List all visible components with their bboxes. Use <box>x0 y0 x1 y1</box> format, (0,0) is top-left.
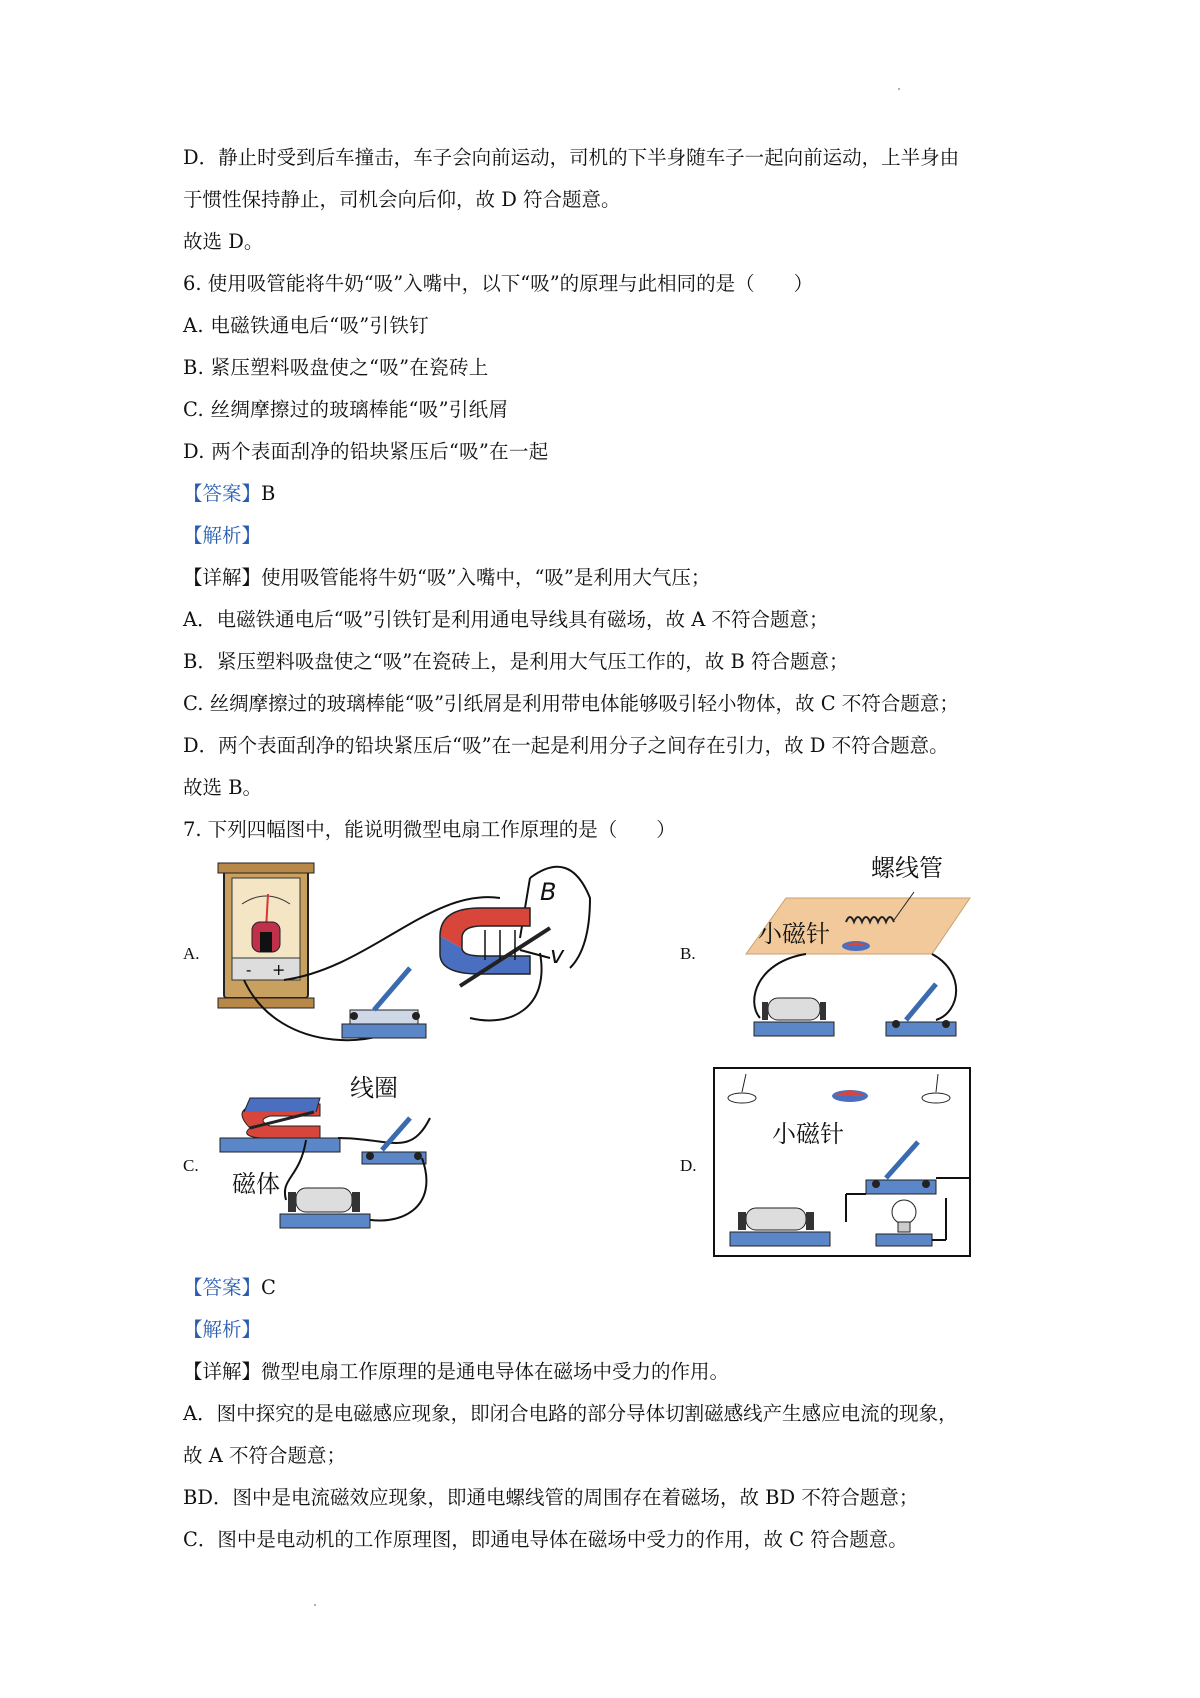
answer-value: C <box>261 1276 276 1299</box>
field-b-label: B <box>540 878 557 906</box>
text-line: 故 A 不符合题意； <box>183 1444 346 1467</box>
coil-label: 线圈 <box>350 1074 398 1102</box>
figure-b <box>706 852 976 1052</box>
answer-line <box>183 480 275 508</box>
option-d: D. 两个表面刮净的铅块紧压后“吸”在一起 <box>183 440 549 463</box>
answer-value: B <box>261 482 276 505</box>
text-line: A．图中探究的是电磁感应现象，即闭合电路的部分导体切割磁感线产生感应电流的现象， <box>183 1402 958 1425</box>
scan-dot <box>898 88 900 90</box>
option-c: C. 丝绸摩擦过的玻璃棒能“吸”引纸屑 <box>183 398 509 421</box>
scan-dot <box>314 1604 316 1606</box>
analysis-tag: 【解析】 <box>183 1318 262 1341</box>
analysis-line <box>183 522 261 550</box>
magnet-label: 磁体 <box>232 1170 280 1198</box>
analysis-tag: 【解析】 <box>183 524 262 547</box>
text-line: D．静止时受到后车撞击，车子会向前运动，司机的下半身随车子一起向前运动，上半身由 <box>183 146 960 169</box>
text-line: BD．图中是电流磁效应现象，即通电螺线管的周围存在着磁场，故 BD 不符合题意； <box>183 1486 919 1509</box>
figure-a-label: A. <box>183 944 200 963</box>
question-6: 6. 使用吸管能将牛奶“吸”入嘴中，以下“吸”的原理与此相同的是（ ） <box>183 272 814 295</box>
needle-label-b: 小磁针 <box>758 920 830 948</box>
needle-label-d: 小磁针 <box>772 1120 844 1148</box>
velocity-v-label: v <box>550 941 565 969</box>
option-a: A. 电磁铁通电后“吸”引铁钉 <box>183 314 429 337</box>
figure-d-label: D. <box>680 1156 697 1175</box>
analysis-line <box>183 1316 261 1344</box>
figure-a <box>210 858 650 1048</box>
question-7: 7. 下列四幅图中，能说明微型电扇工作原理的是（ ） <box>183 818 676 841</box>
text-line: B．紧压塑料吸盘使之“吸”在瓷砖上，是利用大气压工作的，故 B 符合题意； <box>183 650 849 673</box>
figure-c <box>210 1068 470 1238</box>
meter-minus: - <box>246 960 252 979</box>
text-line: 故选 B。 <box>183 776 263 799</box>
text-line: A．电磁铁通电后“吸”引铁钉是利用通电导线具有磁场，故 A 不符合题意； <box>183 608 829 631</box>
meter-plus: + <box>272 960 286 979</box>
figure-c-label: C. <box>183 1156 199 1175</box>
text-line: C. 丝绸摩擦过的玻璃棒能“吸”引纸屑是利用带电体能够吸引轻小物体，故 C 不符合题意； <box>183 692 959 715</box>
text-line: 故选 D。 <box>183 230 264 253</box>
answer-line <box>183 1274 276 1302</box>
answer-tag: 【答案】 <box>183 1276 262 1299</box>
solenoid-label: 螺线管 <box>871 854 943 882</box>
text-line: D．两个表面刮净的铅块紧压后“吸”在一起是利用分子之间存在引力，故 D 不符合题意。 <box>183 734 949 757</box>
text-line: 于惯性保持静止，司机会向后仰，故 D 符合题意。 <box>183 188 621 211</box>
text-line: C．图中是电动机的工作原理图，即通电导体在磁场中受力的作用，故 C 符合题意。 <box>183 1528 908 1551</box>
figure-b-label: B. <box>680 944 696 963</box>
text-line: 【详解】微型电扇工作原理的是通电导体在磁场中受力的作用。 <box>183 1360 730 1383</box>
answer-tag: 【答案】 <box>183 482 262 505</box>
option-b: B. 紧压塑料吸盘使之“吸”在瓷砖上 <box>183 356 489 379</box>
figure-d <box>706 1062 976 1262</box>
text-line: 【详解】使用吸管能将牛奶“吸”入嘴中，“吸”是利用大气压； <box>183 566 711 589</box>
